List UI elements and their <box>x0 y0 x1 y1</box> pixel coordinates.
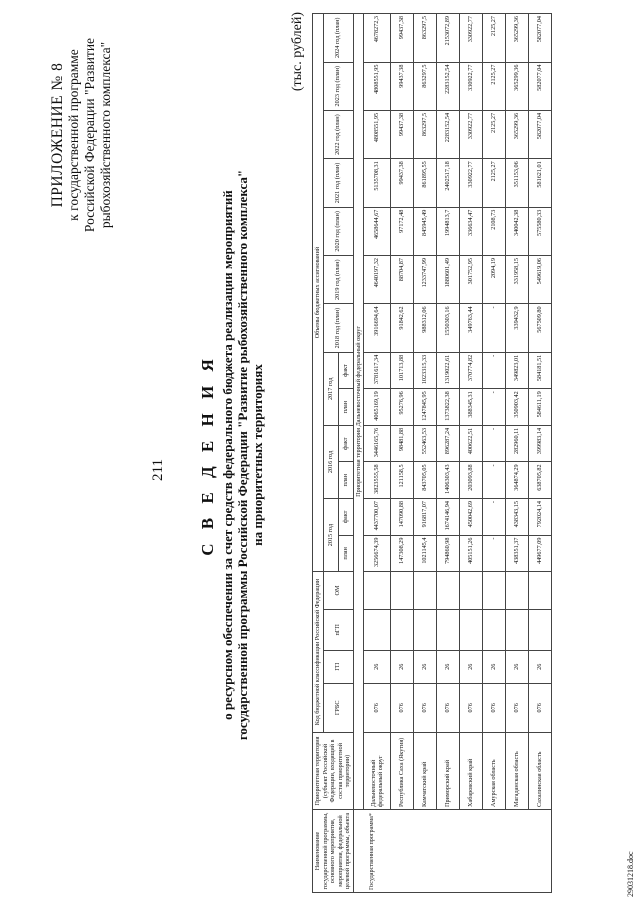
value-cell: 1994813,7 <box>437 207 460 255</box>
gp-cell: 26 <box>529 650 552 683</box>
value-cell: 575580,33 <box>529 207 552 255</box>
pgp-cell <box>460 609 483 650</box>
table-row <box>460 14 483 893</box>
pgp-cell <box>414 609 437 650</box>
value-cell: 2283152,54 <box>437 110 460 158</box>
title-main: С В Е Д Е Н И Я <box>198 354 217 556</box>
value-cell: 2125,27 <box>483 14 506 63</box>
header-grbs: ГРБС <box>323 683 353 732</box>
header-plan: план <box>338 389 353 426</box>
value-cell: 99437,38 <box>391 14 414 63</box>
value-cell: 1880601,49 <box>437 256 460 304</box>
value-cell: 365299,36 <box>506 62 529 110</box>
value-cell: - <box>483 304 506 352</box>
territory-cell: Магаданская область <box>506 733 529 810</box>
value-cell: 4808551,95 <box>364 62 391 110</box>
value-cell: 5135708,31 <box>364 159 391 207</box>
value-cell: 584181,51 <box>529 352 552 389</box>
value-cell: - <box>483 462 506 499</box>
grbs-cell: 076 <box>437 683 460 732</box>
value-cell: 339432,9 <box>506 304 529 352</box>
value-cell: 863297,5 <box>414 62 437 110</box>
header-year-2024: 2024 год (план) <box>323 14 353 63</box>
header-plan: план <box>338 535 353 572</box>
grbs-cell: 076 <box>414 683 437 732</box>
om-cell <box>414 572 437 610</box>
header-name: Наименование государственной программы, основного мероприятия, мероприятия, федеральной целевой программы, объекта <box>313 810 354 893</box>
grbs-cell: 076 <box>529 683 552 732</box>
value-cell: 4065169,19 <box>364 389 391 426</box>
value-cell: 1550303,16 <box>437 304 460 352</box>
pgp-cell <box>483 609 506 650</box>
header-year-2016: 2016 год <box>323 425 338 498</box>
page-number: 211 <box>150 459 166 481</box>
value-cell: 203093,88 <box>460 462 483 499</box>
value-cell: 330922,77 <box>460 14 483 63</box>
header-year-2017: 2017 год <box>323 352 338 425</box>
value-cell: 2094,19 <box>483 256 506 304</box>
header-fact: факт <box>338 499 353 536</box>
value-cell: 450042,69 <box>460 499 483 536</box>
header-territory: Приоритетная территория (субъект Российской Федерации, входящий в состав приоритетной территории) <box>313 733 354 810</box>
table-row <box>529 14 552 893</box>
pgp-cell <box>364 609 391 650</box>
value-cell: 4437700,07 <box>364 499 391 536</box>
gp-cell: 26 <box>483 650 506 683</box>
title-line: на приоритетных территориях <box>250 364 265 546</box>
resource-table-wrapper <box>312 13 552 893</box>
om-cell <box>460 572 483 610</box>
value-cell: 97172,48 <box>391 207 414 255</box>
appendix-heading: ПРИЛОЖЕНИЕ № 8 <box>49 62 66 208</box>
appendix-line: к государственной программе <box>66 49 81 221</box>
value-cell: 330922,77 <box>460 159 483 207</box>
territory-cell: Дальневосточный федеральный округ <box>364 733 391 810</box>
gp-cell: 26 <box>414 650 437 683</box>
value-cell: 2153072,89 <box>437 14 460 63</box>
value-cell: 845945,49 <box>414 207 437 255</box>
value-cell: 582077,04 <box>529 62 552 110</box>
value-cell: 399983,14 <box>529 425 552 462</box>
territory-cell: Камчатский край <box>414 733 437 810</box>
grbs-cell: 076 <box>364 683 391 732</box>
gp-cell: 26 <box>460 650 483 683</box>
value-cell: 365299,36 <box>506 110 529 158</box>
value-cell: 438351,37 <box>506 535 529 572</box>
om-cell <box>506 572 529 610</box>
value-cell: 351153,06 <box>506 159 529 207</box>
value-cell: - <box>483 499 506 536</box>
value-cell: 349823,01 <box>506 352 529 389</box>
territory-cell: Амурская область <box>483 733 506 810</box>
value-cell: 98481,88 <box>391 425 414 462</box>
value-cell: 1021145,4 <box>414 535 437 572</box>
value-cell: 147308,29 <box>391 535 414 572</box>
pgp-cell <box>529 609 552 650</box>
header-year-2018: 2018 год (план) <box>323 304 353 352</box>
appendix-line: Российской Федерации "Развитие <box>82 37 97 233</box>
value-cell: 99437,38 <box>391 159 414 207</box>
grbs-cell: 076 <box>506 683 529 732</box>
value-cell: 2125,27 <box>483 62 506 110</box>
value-cell: 896287,24 <box>437 425 460 462</box>
section-label: Приоритетная территория Дальневосточный федеральный округ <box>353 14 364 810</box>
header-year-2023: 2023 год (план) <box>323 62 353 110</box>
header-gp: ГП <box>323 650 353 683</box>
value-cell: 582077,04 <box>529 14 552 63</box>
gp-cell: 26 <box>364 650 391 683</box>
title-line: государственной программы Российской Федерации "Развитие рыбохозяйственного комплекса" <box>235 169 250 741</box>
table-row <box>414 14 437 893</box>
value-cell: 863297,5 <box>414 110 437 158</box>
value-cell: 2283152,54 <box>437 62 460 110</box>
value-cell: - <box>483 535 506 572</box>
value-cell: 4808551,95 <box>364 110 391 158</box>
value-cell: 792024,14 <box>529 499 552 536</box>
value-cell: 843705,05 <box>414 462 437 499</box>
grbs-cell: 076 <box>483 683 506 732</box>
header-fact: факт <box>338 425 353 462</box>
table-row <box>506 14 529 893</box>
value-cell: - <box>483 425 506 462</box>
program-name: Государственная программа* <box>353 810 552 893</box>
om-cell <box>437 572 460 610</box>
value-cell: 388345,31 <box>460 389 483 426</box>
om-cell <box>364 572 391 610</box>
header-budget-code: Код бюджетной классификации Российской Федерации <box>313 572 324 733</box>
grbs-cell: 076 <box>460 683 483 732</box>
value-cell: 1247845,95 <box>414 389 437 426</box>
value-cell: 301752,95 <box>460 256 483 304</box>
resource-table <box>312 13 552 893</box>
value-cell: 567509,80 <box>529 304 552 352</box>
value-cell: 581621,01 <box>529 159 552 207</box>
value-cell: 2125,27 <box>483 110 506 158</box>
om-cell <box>391 572 414 610</box>
value-cell: 350903,42 <box>506 389 529 426</box>
value-cell: 549619,06 <box>529 256 552 304</box>
value-cell: 370774,82 <box>460 352 483 389</box>
pgp-cell <box>391 609 414 650</box>
header-year-2019: 2019 год (план) <box>323 256 353 304</box>
value-cell: 400622,51 <box>460 425 483 462</box>
value-cell: 405151,26 <box>460 535 483 572</box>
value-cell: 364874,29 <box>506 462 529 499</box>
value-cell: 552463,53 <box>414 425 437 462</box>
pgp-cell <box>506 609 529 650</box>
territory-cell: Сахалинская область <box>529 733 552 810</box>
value-cell: 349763,44 <box>460 304 483 352</box>
header-year-2015: 2015 год <box>323 499 338 572</box>
table-row <box>391 14 414 893</box>
header-volumes: Объемы бюджетных ассигнований <box>313 14 324 572</box>
value-cell: 4640197,32 <box>364 256 391 304</box>
value-cell: 99437,38 <box>391 62 414 110</box>
value-cell: 988312,06 <box>414 304 437 352</box>
value-cell: 1406303,43 <box>437 462 460 499</box>
gp-cell: 26 <box>437 650 460 683</box>
value-cell: 2125,27 <box>483 159 506 207</box>
value-cell: 638705,82 <box>529 462 552 499</box>
value-cell: 3446165,76 <box>364 425 391 462</box>
value-cell: 330922,77 <box>460 62 483 110</box>
table-row <box>364 14 391 893</box>
value-cell: 3781617,34 <box>364 352 391 389</box>
table-body <box>353 14 552 893</box>
title-line: о ресурсном обеспечении за счет средств федерального бюджета реализации мероприятий <box>220 190 235 720</box>
value-cell: 331958,15 <box>506 256 529 304</box>
value-cell: 863297,5 <box>414 14 437 63</box>
value-cell: 1319022,61 <box>437 352 460 389</box>
value-cell: 438343,15 <box>506 499 529 536</box>
appendix-block <box>50 10 114 260</box>
value-cell: - <box>483 389 506 426</box>
value-cell: 4658644,67 <box>364 207 391 255</box>
document-title <box>198 155 265 755</box>
header-om: ОМ <box>323 572 353 610</box>
om-cell <box>529 572 552 610</box>
header-year-2021: 2021 год (план) <box>323 159 353 207</box>
om-cell <box>483 572 506 610</box>
grbs-cell: 076 <box>391 683 414 732</box>
value-cell: 336634,47 <box>460 207 483 255</box>
header-year-2020: 2020 год (план) <box>323 207 353 255</box>
value-cell: 282960,11 <box>506 425 529 462</box>
value-cell: 3916694,64 <box>364 304 391 352</box>
appendix-line: рыбохозяйственного комплекса" <box>98 41 113 229</box>
value-cell: 95276,96 <box>391 389 414 426</box>
header-plan: план <box>338 462 353 499</box>
value-cell: 916817,07 <box>414 499 437 536</box>
value-cell: 147090,88 <box>391 499 414 536</box>
value-cell: 330922,77 <box>460 110 483 158</box>
territory-cell: Приморский край <box>437 733 460 810</box>
value-cell: 3256674,39 <box>364 535 391 572</box>
value-cell: 1373822,38 <box>437 389 460 426</box>
value-cell: 1674146,94 <box>437 499 460 536</box>
value-cell: 1233747,99 <box>414 256 437 304</box>
territory-cell: Хабаровский край <box>460 733 483 810</box>
value-cell: 449677,09 <box>529 535 552 572</box>
value-cell: 88704,87 <box>391 256 414 304</box>
gp-cell: 26 <box>506 650 529 683</box>
value-cell: 101713,88 <box>391 352 414 389</box>
value-cell: 365299,36 <box>506 14 529 63</box>
value-cell: 794860,98 <box>437 535 460 572</box>
header-fact: факт <box>338 352 353 389</box>
header-year-2022: 2022 год (план) <box>323 110 353 158</box>
value-cell: 99437,38 <box>391 110 414 158</box>
file-label: 29031218.doc <box>626 851 635 897</box>
value-cell: 861895,55 <box>414 159 437 207</box>
value-cell: 121158,5 <box>391 462 414 499</box>
table-row <box>437 14 460 893</box>
value-cell: 582077,04 <box>529 110 552 158</box>
value-cell: 2402517,18 <box>437 159 460 207</box>
units-label: (тыс. рублей) <box>290 12 305 92</box>
value-cell: - <box>483 352 506 389</box>
pgp-cell <box>437 609 460 650</box>
value-cell: 584611,19 <box>529 389 552 426</box>
value-cell: 91842,62 <box>391 304 414 352</box>
table-row <box>483 14 506 893</box>
value-cell: 3823555,58 <box>364 462 391 499</box>
value-cell: 4678272,3 <box>364 14 391 63</box>
value-cell: 340042,38 <box>506 207 529 255</box>
value-cell: 2108,73 <box>483 207 506 255</box>
value-cell: 1023315,33 <box>414 352 437 389</box>
territory-cell: Республика Саха (Якутия) <box>391 733 414 810</box>
gp-cell: 26 <box>391 650 414 683</box>
header-pgp: пГП <box>323 609 353 650</box>
